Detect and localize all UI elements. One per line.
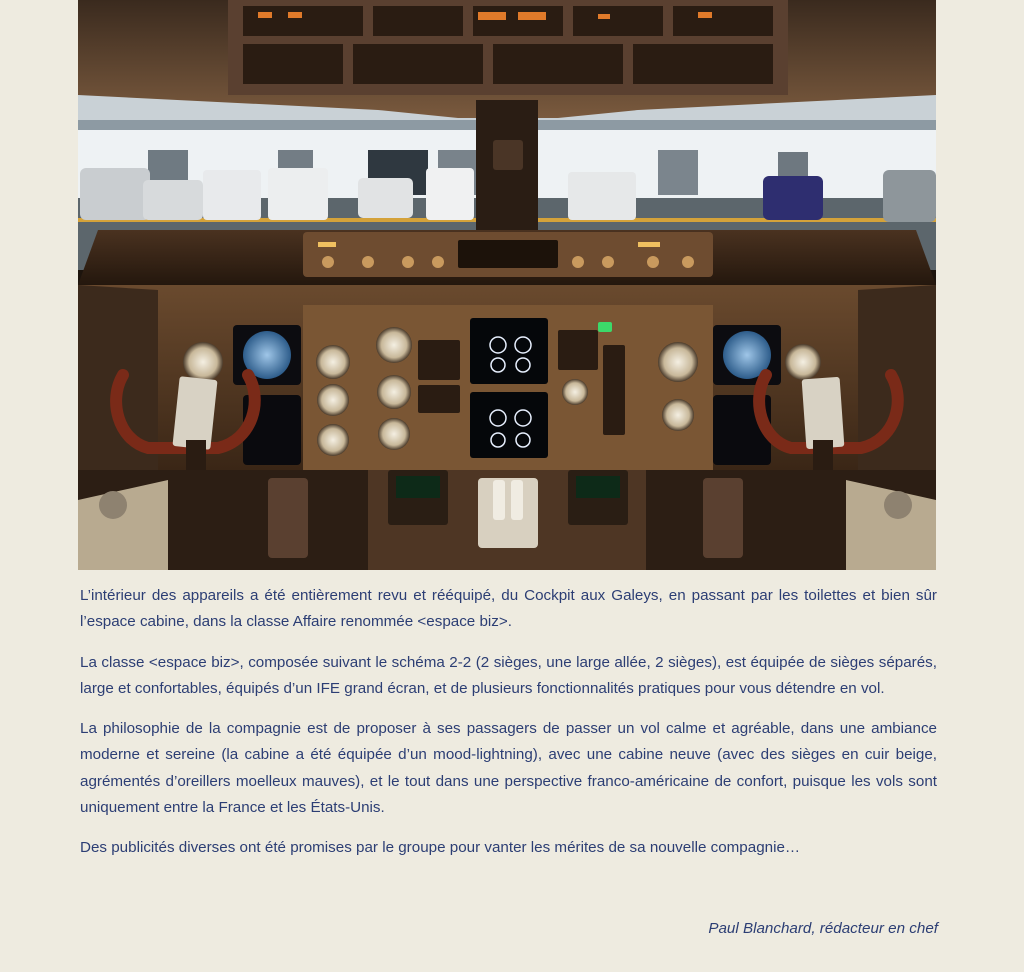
article-body (80, 583, 937, 876)
article-paragraph: La classe <espace biz>, composée suivant le schéma 2-2 (2 sièges, une large allée, 2 sièges), est équipée de sièges séparés, large et confortables, équipés d’un IFE grand écran, et de plusieurs fonctionnalités pratiques pour vous détendre en vol. (80, 653, 937, 697)
article-paragraph: L’intérieur des appareils a été entièrement revu et rééquipé, du Cockpit aux Galeys, en passant par les toilettes et bien sûr l’espace cabine, dans la classe Affaire renommée <espace biz>. (80, 587, 937, 631)
cockpit-illustration (78, 0, 936, 570)
article-paragraph: La philosophie de la compagnie est de proposer à ses passagers de passer un vol calme et agréable, dans une ambiance moderne et sereine (la cabine a été équipée d’un mood-lightning), avec une cabine neuve (avec des sièges en cuir beige, agrémentés d’oreillers moelleux mauves), et le tout dans une perspective franco-américaine de confort, puisque les vols sont uniquement entre la France et les États-Unis. (80, 720, 937, 817)
author-signature: Paul Blanchard, rédacteur en chef (708, 920, 938, 937)
cockpit-photo (78, 0, 936, 570)
article-paragraph: Des publicités diverses ont été promises par le groupe pour vanter les mérites de sa nouvelle compagnie… (80, 839, 801, 857)
